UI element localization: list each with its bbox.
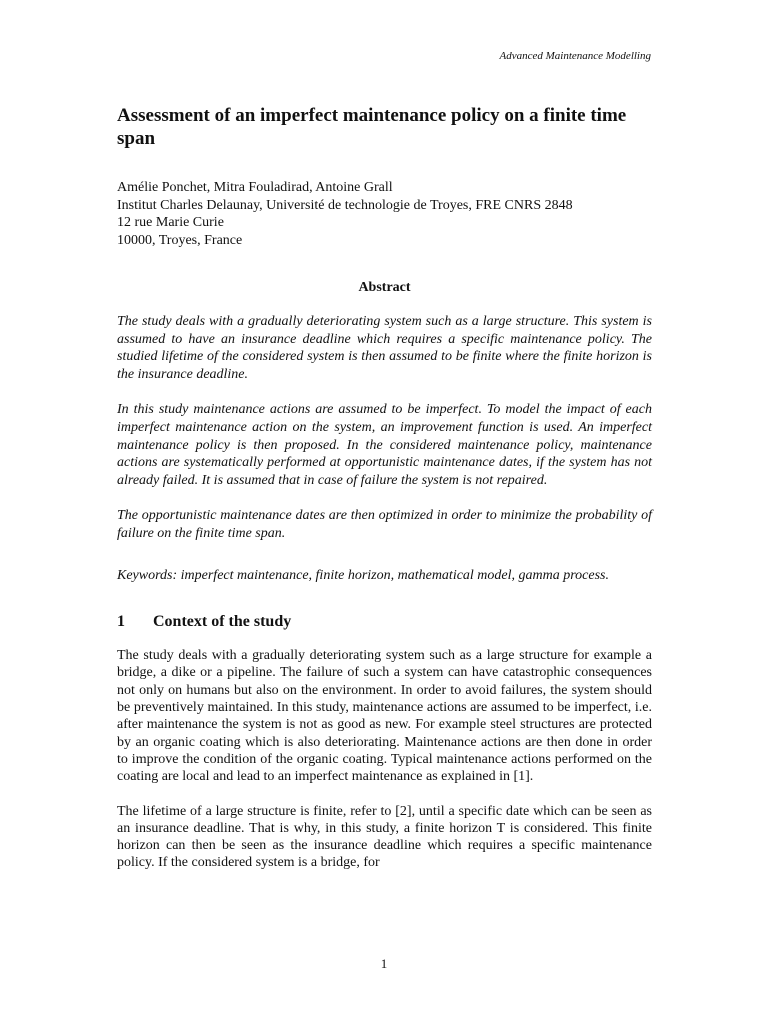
body-paragraph: The study deals with a gradually deteriorating system such as a large structure for example a bridge, a dike or a pipeline. The failure of such a system can have catastrophic consequences not only on humans but also on the environment. In order to avoid failures, the system should be preventively maintained. In this study, maintenance actions are assumed to be imperfect, i.e. after maintenance the system is not as good as new. For example steel structures are protected by an organic coating which is also deteriorating. Maintenance actions are then done in order to improve the condition of the organic coating. Typical maintenance actions performed on the coating are local and lead to an imperfect maintenance as explained in [1]. — [117, 648, 652, 785]
running-header: Advanced Maintenance Modelling — [499, 50, 651, 62]
abstract-paragraph: In this study maintenance actions are assumed to be imperfect. To model the impact of each imperfect maintenance action on the system, an improvement function is used. An imperfect maintenance policy is then proposed. In the considered maintenance policy, maintenance actions are systematically performed at opportunistic maintenance dates, if the system has not already failed. It is assumed that in case of failure the system is not repaired. — [117, 402, 652, 488]
author-block — [117, 179, 652, 249]
page-number: 1 — [380, 956, 388, 971]
paper-title: Assessment of an imperfect maintenance policy on a finite time span — [117, 105, 627, 149]
keywords: Keywords: imperfect maintenance, finite horizon, mathematical model, gamma process. — [117, 567, 609, 583]
affiliation: Institut Charles Delaunay, Université de technologie de Troyes, FRE CNRS 2848 — [117, 197, 573, 213]
abstract-paragraph: The opportunistic maintenance dates are then optimized in order to minimize the probability of failure on the finite time span. — [117, 508, 652, 541]
author-names: Amélie Ponchet, Mitra Fouladirad, Antoine Grall — [117, 180, 393, 195]
section-number: 1 — [117, 613, 125, 631]
body-paragraph: The lifetime of a large structure is finite, refer to [2], until a specific date which can be seen as an insurance deadline. That is why, in this study, a finite horizon T is considered. This finite horizon can then be seen as the insurance deadline which requires a specific maintenance policy. If the considered system is a bridge, for — [117, 803, 652, 871]
page-content — [117, 104, 652, 889]
abstract-heading: Abstract — [358, 280, 411, 295]
section-title: Context of the study — [153, 613, 292, 631]
address-street: 12 rue Marie Curie — [117, 215, 224, 230]
address-city: 10000, Troyes, France — [117, 232, 243, 248]
section-heading — [117, 612, 652, 632]
abstract-paragraph: The study deals with a gradually deteriorating system such as a large structure. This system is assumed to have an insurance deadline which requires a specific maintenance policy. The studied lifetime of the considered system is then assumed to be finite where the finite horizon is the insurance deadline. — [117, 314, 652, 382]
